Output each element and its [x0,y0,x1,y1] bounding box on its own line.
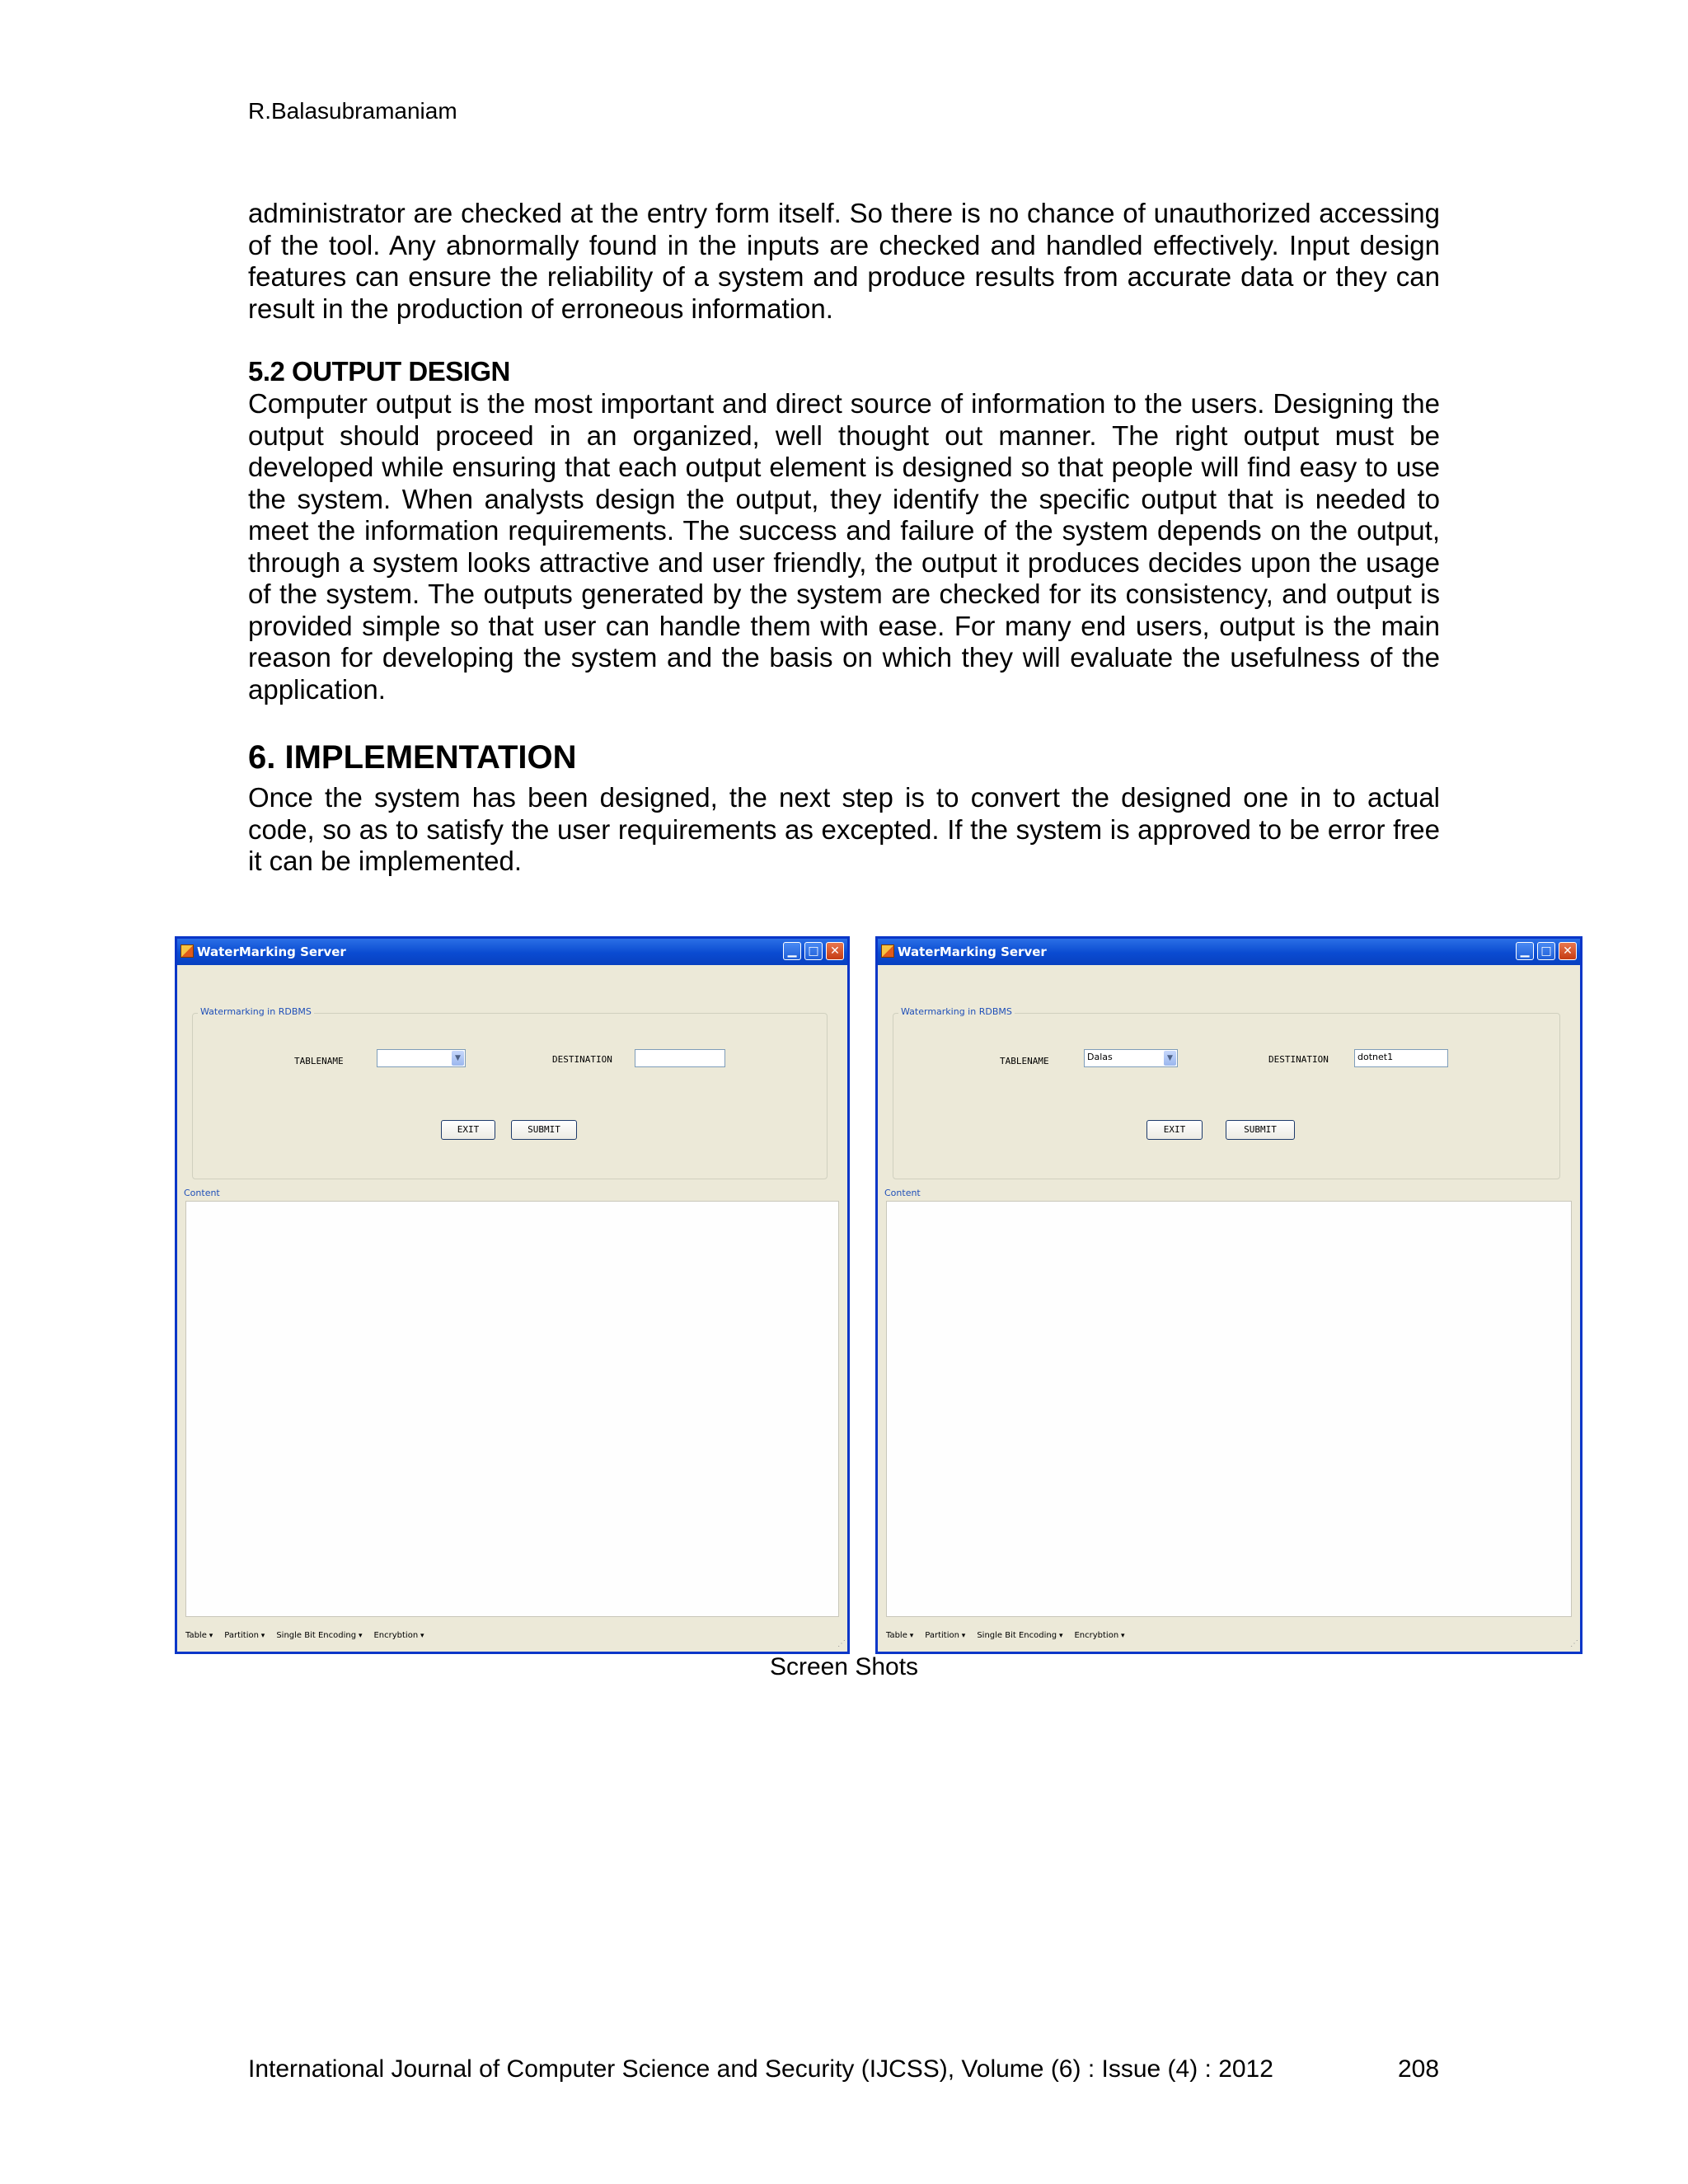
paragraph-implementation: Once the system has been designed, the next step is to convert the designed one in to actual code, so as to satisfy the user requirements as excepted. If the system is approved to be error free it can be implemented. [248,782,1440,876]
window-title: WaterMarking Server [898,944,1047,959]
menu-partition[interactable]: Partition ▾ [224,1631,265,1640]
tablename-combobox[interactable] [1084,1049,1178,1067]
groupbox-label: Watermarking in RDBMS [198,1006,314,1017]
tablename-label: TABLENAME [1000,1056,1049,1066]
minimize-icon[interactable]: ▁ [1516,942,1534,960]
close-icon[interactable]: ✕ [1559,942,1577,960]
menu-encryption[interactable]: Encrybtion ▾ [1074,1631,1124,1640]
paragraph-input-design-end: administrator are checked at the entry form itself. So there is no chance of unauthorized accessing of the tool. Any abnormally found in the inputs are checked and handled effectively. Input design features can ensure the reliability of a system and produce results from accurate data or they can result in the production of erroneous information. [248,198,1440,324]
destination-input[interactable] [635,1049,725,1067]
window-body [878,965,1580,1652]
minimize-icon[interactable]: ▁ [783,942,801,960]
window-title: WaterMarking Server [197,944,346,959]
resize-grip-icon[interactable]: ⋰ [837,1639,846,1648]
page-number: 208 [1398,2055,1440,2083]
tablename-label: TABLENAME [294,1056,344,1066]
paragraph-output-design: Computer output is the most important and direct source of information to the users. Designing the output should proceed in an organized, well thought out manner. The right output must be developed while ensuring that each output element is designed so that people will find easy to use the system. When analysts design the output, they identify the specific output that is needed to meet the information requirements. The success and failure of the system depends on the output, through a system looks attractive and user friendly, the output it produces decides upon the usage of the system. The outputs generated by the system are checked for its consistency, and output is provided simple so that user can handle them with ease. For many end users, output is the main reason for developing the system and the basis on which they will evaluate the usefulness of the application. [248,388,1440,705]
screenshot-window-empty [175,936,850,1654]
menu-table[interactable]: Table ▾ [185,1631,213,1640]
groupbox-label: Watermarking in RDBMS [898,1006,1015,1017]
menu-strip [185,1624,839,1647]
watermark-groupbox [893,1006,1560,1179]
app-icon [181,944,194,958]
window-titlebar[interactable] [177,939,847,965]
menu-strip [886,1624,1572,1647]
destination-value: dotnet1 [1357,1052,1394,1062]
window-titlebar[interactable] [878,939,1580,965]
maximize-icon[interactable]: □ [804,942,823,960]
watermark-groupbox [192,1006,828,1179]
close-icon[interactable]: ✕ [826,942,844,960]
exit-button[interactable]: EXIT [1146,1120,1203,1140]
submit-button[interactable]: SUBMIT [511,1120,577,1140]
window-body [177,965,847,1652]
destination-label: DESTINATION [552,1054,612,1065]
chevron-down-icon[interactable]: ▼ [452,1051,464,1066]
running-header-author: R.Balasubramaniam [248,98,457,124]
menu-single-bit-encoding[interactable]: Single Bit Encoding ▾ [977,1631,1062,1640]
tablename-value: Dalas [1087,1052,1113,1062]
exit-button[interactable]: EXIT [441,1120,495,1140]
chevron-down-icon[interactable]: ▼ [1164,1051,1176,1066]
menu-single-bit-encoding[interactable]: Single Bit Encoding ▾ [276,1631,362,1640]
figure-caption: Screen Shots [769,1653,919,1680]
resize-grip-icon[interactable]: ⋰ [1570,1639,1578,1648]
submit-button[interactable]: SUBMIT [1226,1120,1295,1140]
content-label: Content [184,1188,220,1198]
destination-label: DESTINATION [1268,1054,1329,1065]
journal-footer: International Journal of Computer Science and Security (IJCSS), Volume (6) : Issue (4) : 2012 [248,2055,1273,2083]
content-area[interactable] [185,1201,839,1617]
content-label: Content [884,1188,921,1198]
menu-partition[interactable]: Partition ▾ [925,1631,965,1640]
menu-encryption[interactable]: Encrybtion ▾ [373,1631,424,1640]
section-heading-output-design: 5.2 OUTPUT DESIGN [248,356,510,387]
screenshot-window-filled [875,936,1582,1654]
content-area[interactable] [886,1201,1572,1617]
maximize-icon[interactable]: □ [1537,942,1555,960]
section-heading-implementation: 6. IMPLEMENTATION [248,739,577,776]
destination-input[interactable] [1354,1049,1448,1067]
tablename-combobox[interactable] [377,1049,466,1067]
menu-table[interactable]: Table ▾ [886,1631,913,1640]
app-icon [881,944,894,958]
